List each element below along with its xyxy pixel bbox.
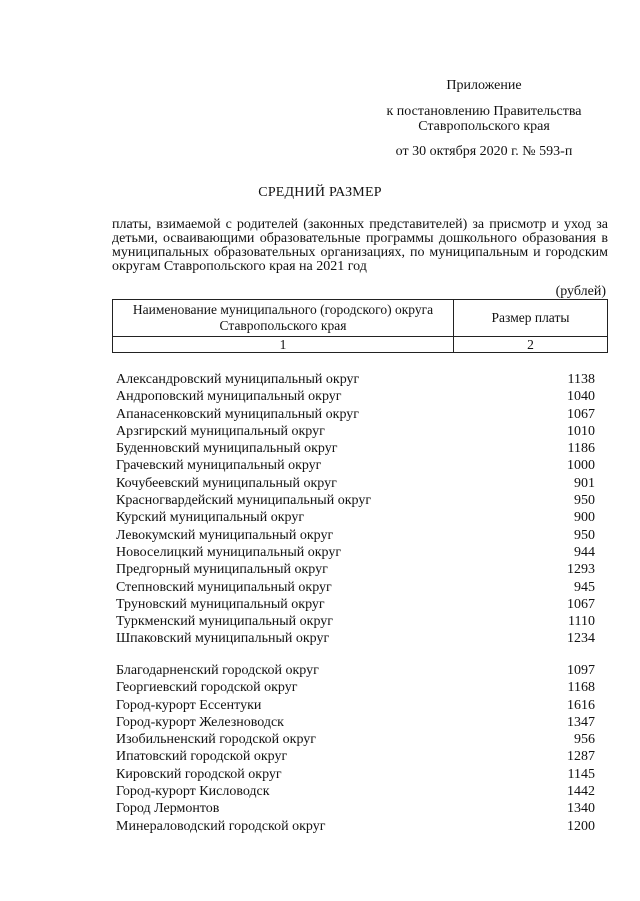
document-subtitle: платы, взимаемой с родителей (законных представителей) за присмотр и уход за детьми, осваивающими образовательные программы дошкольного образования в муниципальных образовательных организациях, по муниципальным и городским округам Ставропольского края на 2021 год	[112, 217, 608, 274]
district-fee: 945	[574, 579, 595, 595]
table-row	[116, 596, 595, 613]
table-row	[116, 579, 595, 596]
units-label: (рублей)	[555, 284, 606, 299]
table-row	[116, 800, 595, 817]
district-fee: 1000	[567, 458, 595, 474]
district-fee: 1110	[568, 614, 595, 630]
table-row	[116, 679, 595, 696]
district-fee: 1347	[567, 714, 595, 730]
district-name: Апанасенковский муниципальный округ	[116, 406, 360, 422]
district-fee: 1616	[567, 697, 595, 713]
table-header	[112, 299, 608, 353]
district-name: Арзгирский муниципальный округ	[116, 423, 325, 439]
district-name: Андроповский муниципальный округ	[116, 389, 342, 405]
table-row	[116, 630, 595, 647]
table-row	[116, 561, 595, 578]
district-fee: 1067	[567, 596, 595, 612]
table-row	[116, 475, 595, 492]
appendix-block	[364, 78, 604, 159]
table-row	[116, 748, 595, 765]
table-row	[116, 492, 595, 509]
district-fee: 1040	[567, 389, 595, 405]
table-row	[116, 371, 595, 388]
district-fee: 1200	[567, 818, 595, 834]
district-name: Город-курорт Кисловодск	[116, 784, 270, 800]
district-name: Александровский муниципальный округ	[116, 372, 360, 387]
table-row	[116, 662, 595, 679]
district-name: Красногвардейский муниципальный округ	[116, 493, 372, 509]
district-name: Левокумский муниципальный округ	[116, 527, 334, 543]
district-name: Ипатовский городской округ	[116, 749, 288, 765]
district-name: Грачевский муниципальный округ	[116, 458, 322, 474]
table-row	[116, 423, 595, 440]
city-districts-list	[116, 662, 595, 835]
district-name: Курский муниципальный округ	[116, 510, 305, 526]
table-row	[116, 544, 595, 561]
district-fee: 1097	[567, 663, 595, 678]
district-name: Шпаковский муниципальный округ	[116, 631, 330, 647]
district-fee: 950	[574, 527, 595, 543]
municipal-districts-list	[116, 371, 595, 648]
district-fee: 1340	[567, 801, 595, 817]
district-name: Георгиевский городской округ	[116, 680, 298, 696]
appendix-government: Ставропольского края	[418, 119, 550, 134]
table-row	[116, 527, 595, 544]
district-fee: 1168	[567, 680, 595, 696]
district-name: Степновский муниципальный округ	[116, 579, 332, 595]
district-fee: 1067	[567, 406, 595, 422]
table-row	[116, 731, 595, 748]
table-row	[116, 406, 595, 423]
district-name: Благодарненский городской округ	[116, 663, 319, 678]
district-fee: 1287	[567, 749, 595, 765]
column-number-2: 2	[454, 337, 608, 353]
table-row	[116, 388, 595, 405]
table-row	[116, 509, 595, 526]
district-fee: 1010	[567, 423, 595, 439]
district-fee: 956	[574, 732, 595, 748]
table-row	[116, 440, 595, 457]
district-name: Изобильненский городской округ	[116, 732, 317, 748]
district-fee: 950	[574, 493, 595, 509]
district-name: Туркменский муниципальный округ	[116, 614, 333, 630]
district-name: Предгорный муниципальный округ	[116, 562, 328, 578]
district-fee: 1145	[567, 766, 595, 782]
district-fee: 1186	[567, 441, 595, 457]
district-name: Кочубеевский муниципальный округ	[116, 475, 337, 491]
table-row	[116, 818, 595, 835]
district-name: Город Лермонтов	[116, 801, 220, 817]
district-fee: 1234	[567, 631, 595, 647]
district-name: Город-курорт Ессентуки	[116, 697, 262, 713]
table-row	[116, 766, 595, 783]
district-name: Труновский муниципальный округ	[116, 596, 325, 612]
appendix-date: от 30 октября 2020 г. № 593-п	[395, 144, 573, 159]
district-fee: 1442	[567, 784, 595, 800]
table-row	[116, 697, 595, 714]
table-row	[116, 457, 595, 474]
district-name: Буденновский муниципальный округ	[116, 441, 338, 457]
column-header-name: Наименование муниципального (городского) округа Ставропольского края	[113, 300, 454, 337]
table-row	[116, 613, 595, 630]
district-fee: 901	[574, 475, 595, 491]
district-fee: 944	[574, 544, 595, 560]
column-header-fee: Размер платы	[454, 300, 608, 337]
district-name: Минераловодский городской округ	[116, 818, 326, 834]
table-row	[116, 714, 595, 731]
appendix-label: Приложение	[446, 78, 522, 93]
column-number-1: 1	[113, 337, 454, 353]
district-fee: 1293	[567, 562, 595, 578]
district-fee: 1138	[567, 372, 595, 387]
table-row	[116, 783, 595, 800]
document-title: СРЕДНИЙ РАЗМЕР	[258, 185, 382, 200]
district-name: Кировский городской округ	[116, 766, 282, 782]
district-name: Город-курорт Железноводск	[116, 714, 284, 730]
district-fee: 900	[574, 510, 595, 526]
appendix-resolution: к постановлению Правительства	[386, 104, 582, 119]
district-name: Новоселицкий муниципальный округ	[116, 544, 342, 560]
